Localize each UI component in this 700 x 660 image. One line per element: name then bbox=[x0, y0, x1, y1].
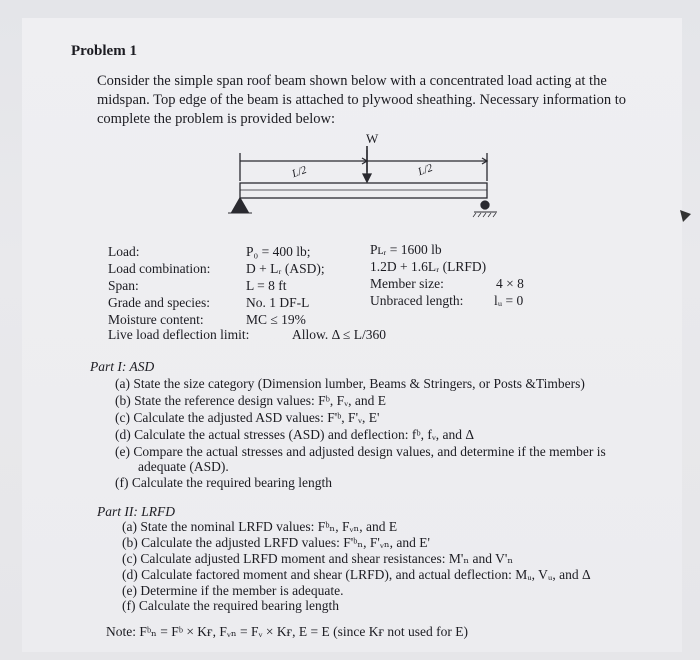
grade-value: No. 1 DF-L bbox=[246, 295, 310, 310]
span-label: Span: bbox=[108, 278, 139, 293]
part1-item-c: (c) Calculate the adjusted ASD values: F'ᵇ, F'ᵥ, E' bbox=[115, 410, 380, 425]
member-value: 4 × 8 bbox=[496, 276, 524, 291]
part1-item-a: (a) State the size category (Dimension lumber, Beams & Stringers, or Posts &Timbers) bbox=[115, 376, 585, 391]
part2-item-f: (f) Calculate the required bearing length bbox=[122, 598, 340, 613]
grade-label: Grade and species: bbox=[108, 295, 210, 310]
moisture-value: MC ≤ 19% bbox=[246, 312, 306, 327]
part1-heading: Part I: ASD bbox=[90, 359, 155, 374]
combo-asd-value: D + Lᵣ (ASD); bbox=[246, 261, 325, 276]
moisture-label: Moisture content: bbox=[108, 312, 204, 327]
part2-heading: Part II: LRFD bbox=[97, 504, 175, 519]
load-arrowhead bbox=[363, 174, 371, 182]
load-dead-value: P₀ = 400 lb; bbox=[246, 244, 311, 259]
beam-shape bbox=[240, 183, 487, 198]
part2-item-a: (a) State the nominal LRFD values: Fᵇₙ, Fᵥₙ, and E bbox=[122, 519, 398, 534]
part1-item-f: (f) Calculate the required bearing length bbox=[115, 475, 333, 490]
load-live-value: Pʟᵣ = 1600 lb bbox=[370, 242, 442, 257]
unbraced-label: Unbraced length: bbox=[370, 293, 464, 308]
note-text: Note: Fᵇₙ = Fᵇ × Kғ, Fᵥₙ = Fᵥ × Kғ, E = E (since Kғ not used for E) bbox=[106, 624, 469, 639]
unbraced-value: lᵤ = 0 bbox=[494, 293, 524, 308]
problem-title: Problem 1 bbox=[71, 43, 137, 59]
pin-support bbox=[232, 198, 248, 212]
combo-lrfd-value: 1.2D + 1.6Lᵣ (LRFD) bbox=[370, 259, 487, 274]
left-half-label: L/2 bbox=[290, 163, 309, 181]
deflection-value: Allow. Δ ≤ L/360 bbox=[292, 327, 386, 342]
part1-item-d: (d) Calculate the actual stresses (ASD) and deflection: fᵇ, fᵥ, and Δ bbox=[115, 427, 475, 442]
roller-support bbox=[481, 201, 489, 209]
ground-hatch bbox=[473, 213, 496, 217]
combo-label: Load combination: bbox=[108, 261, 211, 276]
right-half-label: L/2 bbox=[416, 161, 435, 179]
load-w-label: W bbox=[366, 131, 379, 146]
member-label: Member size: bbox=[370, 276, 444, 291]
part2-item-b: (b) Calculate the adjusted LRFD values: F'ᵇₙ, F'ᵥₙ, and E' bbox=[122, 535, 430, 550]
part2-item-d: (d) Calculate factored moment and shear (LRFD), and actual deflection: Mᵤ, Vᵤ, and Δ bbox=[122, 567, 591, 582]
part2-item-c: (c) Calculate adjusted LRFD moment and shear resistances: M'ₙ and V'ₙ bbox=[122, 551, 514, 566]
part1-item-e: (e) Compare the actual stresses and adjusted design values, and determine if the member is bbox=[115, 444, 606, 459]
part2-item-e: (e) Determine if the member is adequate. bbox=[122, 583, 344, 598]
span-value: L = 8 ft bbox=[246, 278, 287, 293]
load-label: Load: bbox=[108, 244, 140, 259]
problem-intro: Consider the simple span roof beam shown below with a concentrated load acting at the midspan. Top edge of the beam is attached to plywood sheathing. Necessary information to complete the problem is provided below: bbox=[97, 73, 627, 127]
part1-item-b: (b) State the reference design values: Fᵇ, Fᵥ, and E bbox=[115, 393, 386, 408]
deflection-label: Live load deflection limit: bbox=[108, 327, 250, 342]
part1-item-e-cont: adequate (ASD). bbox=[138, 459, 229, 474]
